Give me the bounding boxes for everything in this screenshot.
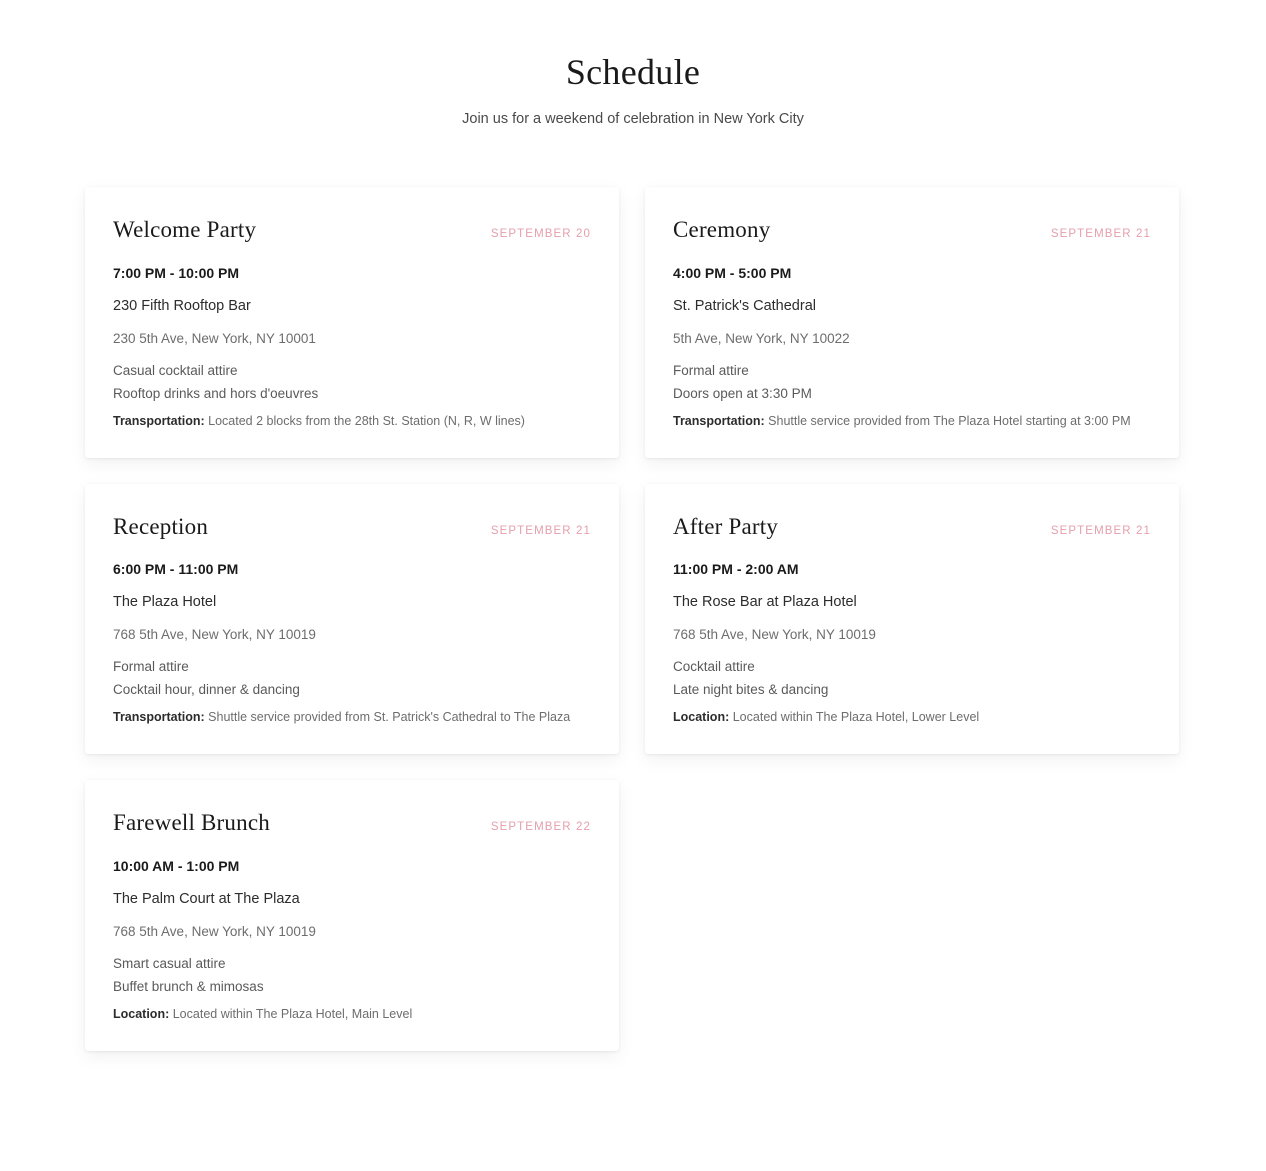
event-detail: Late night bites & dancing xyxy=(673,682,829,698)
event-note-label: Location: xyxy=(113,1006,170,1021)
event-card-header xyxy=(673,217,1151,242)
event-note xyxy=(673,412,1151,430)
event-note-label: Transportation: xyxy=(113,413,205,428)
event-name: Farewell Brunch xyxy=(113,810,270,836)
event-attire: Cocktail attire xyxy=(673,659,755,675)
event-card-header xyxy=(113,810,591,835)
event-note-text: Shuttle service provided from St. Patrick's Cathedral to The Plaza xyxy=(208,710,571,725)
event-name: After Party xyxy=(673,513,779,539)
event-address: 768 5th Ave, New York, NY 10019 xyxy=(673,627,876,643)
event-time: 10:00 AM - 1:00 PM xyxy=(113,857,240,874)
event-note-label: Transportation: xyxy=(113,710,205,725)
event-time: 11:00 PM - 2:00 AM xyxy=(673,561,799,578)
event-note-text: Shuttle service provided from The Plaza Hotel starting at 3:00 PM xyxy=(768,413,1131,428)
event-attire: Smart casual attire xyxy=(113,955,226,971)
event-note xyxy=(673,708,1151,726)
event-card-header xyxy=(673,514,1151,539)
event-card-ceremony xyxy=(645,187,1179,457)
event-address: 230 5th Ave, New York, NY 10001 xyxy=(113,330,316,346)
event-venue: The Plaza Hotel xyxy=(113,594,217,611)
event-time: 4:00 PM - 5:00 PM xyxy=(673,264,792,281)
event-name: Ceremony xyxy=(673,217,771,243)
event-card-header xyxy=(113,514,591,539)
event-detail: Doors open at 3:30 PM xyxy=(673,385,812,401)
event-address: 5th Ave, New York, NY 10022 xyxy=(673,330,850,346)
event-date: SEPTEMBER 20 xyxy=(490,228,591,241)
event-card-farewell-brunch xyxy=(85,780,619,1050)
event-detail: Cocktail hour, dinner & dancing xyxy=(113,682,300,698)
event-venue: The Palm Court at The Plaza xyxy=(113,890,300,907)
event-detail: Buffet brunch & mimosas xyxy=(113,978,264,994)
event-card-reception xyxy=(85,484,619,754)
event-time: 7:00 PM - 10:00 PM xyxy=(113,264,240,281)
event-card-header xyxy=(113,217,591,242)
event-note xyxy=(113,708,591,726)
page-title: Schedule xyxy=(565,52,701,92)
schedule-card-grid xyxy=(0,187,1266,1050)
event-note-label: Transportation: xyxy=(673,413,765,428)
event-attire: Casual cocktail attire xyxy=(113,362,238,378)
event-name: Welcome Party xyxy=(113,217,257,243)
event-date: SEPTEMBER 21 xyxy=(1050,524,1151,537)
event-note xyxy=(113,1005,591,1023)
event-time: 6:00 PM - 11:00 PM xyxy=(113,561,239,578)
event-card-after-party xyxy=(645,484,1179,754)
event-name: Reception xyxy=(113,513,209,539)
event-address: 768 5th Ave, New York, NY 10019 xyxy=(113,923,316,939)
event-card-welcome-party xyxy=(85,187,619,457)
event-note xyxy=(113,412,591,430)
event-detail: Rooftop drinks and hors d'oeuvres xyxy=(113,385,319,401)
event-attire: Formal attire xyxy=(673,362,749,378)
page-header xyxy=(0,52,1266,127)
event-date: SEPTEMBER 21 xyxy=(1050,228,1151,241)
event-note-text: Located within The Plaza Hotel, Main Level xyxy=(172,1006,413,1021)
event-date: SEPTEMBER 22 xyxy=(490,821,591,834)
event-date: SEPTEMBER 21 xyxy=(490,524,591,537)
event-note-label: Location: xyxy=(673,710,730,725)
event-attire: Formal attire xyxy=(113,659,189,675)
event-note-text: Located 2 blocks from the 28th St. Station (N, R, W lines) xyxy=(208,413,525,428)
event-venue: St. Patrick's Cathedral xyxy=(673,297,816,314)
event-venue: 230 Fifth Rooftop Bar xyxy=(113,297,251,314)
event-note-text: Located within The Plaza Hotel, Lower Level xyxy=(732,710,980,725)
page-subtitle: Join us for a weekend of celebration in New York City xyxy=(462,111,804,128)
event-venue: The Rose Bar at Plaza Hotel xyxy=(673,594,857,611)
event-address: 768 5th Ave, New York, NY 10019 xyxy=(113,627,316,643)
